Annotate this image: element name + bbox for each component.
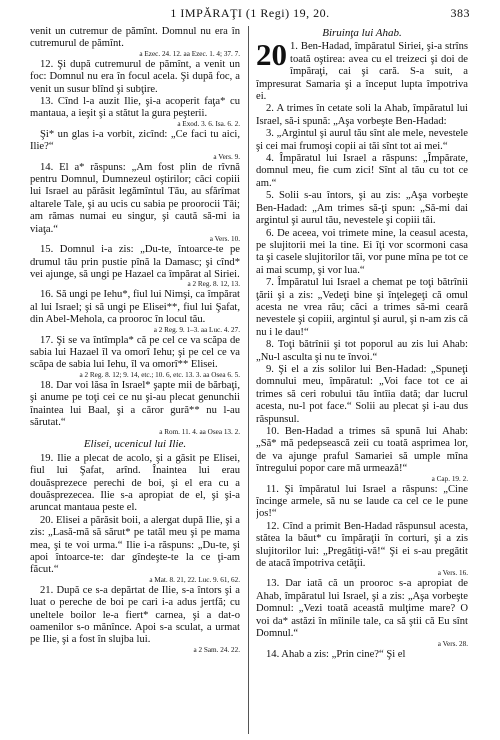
- chapter-heading: Biruinţa lui Ahab.: [322, 27, 402, 39]
- verse-paragraph: 17. Şi se va întîmpla* că pe cel ce va scăpa de sabia lui Hazael îl va omorî Iehu; şi pe cel ce va scăpa de sabia lui Iehu, îl va omorî** Elisei.: [30, 334, 240, 371]
- cross-reference: a 2 Reg. 9. 1–3. aa Luc. 4. 27.: [153, 325, 240, 334]
- cross-reference: a Rom. 11. 4. aa Osea 13. 2.: [159, 428, 240, 437]
- cross-reference: a 2 Sam. 24. 22.: [193, 645, 240, 654]
- cross-reference: a Vers. 16.: [437, 569, 468, 578]
- cross-reference: a Mat. 8. 21, 22. Luc. 9. 61, 62.: [149, 575, 240, 584]
- verse-paragraph: 13. Dar iată că un prooroc s-a apropiat de Ahab, împăratul lui Israel, şi a zis: „Aşa vorbeşte Domnul: „Vezi toată această mulţime mare? O voi da* astăzi în mîinile tale, ca să ştii că Eu sînt Domnul.“: [256, 578, 468, 640]
- cross-reference: a Vers. 9.: [213, 152, 240, 161]
- right-column: [256, 26, 468, 734]
- verse-paragraph: 7. Împăratul lui Israel a chemat pe toţi bătrînii ţării şi a zis: „Vedeţi bine şi înţelegeţi că omul acesta ne vrea rău; căci a trimes să-mi ceară nevestele şi copiii, argintul şi aurul, şi n-am zis că nu i le dau!“: [256, 277, 468, 338]
- verse-paragraph: 14. El a* răspuns: „Am fost plin de rîvnă pentru Domnul, Dumnezeul oştirilor; căci copiii lui Israel au părăsit legămîntul Tău, au sfărîmat altarele Tale, şi au ucis cu sabia pe proorocii Tăi; am rămas numai eu singur, şi caută să-mi ia viaţa.“: [30, 161, 240, 235]
- verse-paragraph: 8. Toţi bătrînii şi tot poporul au zis lui Ahab: „Nu-l asculta şi nu te învoi.“: [256, 339, 468, 363]
- cross-reference: a Vers. 28.: [437, 639, 468, 648]
- left-column: [30, 26, 240, 734]
- column-divider: [248, 26, 249, 734]
- verse-paragraph: 9. Şi el a zis solilor lui Ben-Hadad: „Spuneţi domnului meu, împăratul: „Voi face tot ce ai trimes să ceri robului tău întîia dată; dar lucrul acesta, nu-l pot face.“ Solii au plecat şi i-au dus răspunsul.: [256, 363, 468, 425]
- verse-paragraph: 15. Domnul i-a zis: „Du-te, întoarce-te pe drumul tău prin pustie pînă la Damasc; şi cînd* vei ajunge, să ungi pe Hazael ca împărat al Siriei.: [30, 244, 240, 280]
- verse-paragraph: 13. Cînd l-a auzit Ilie, şi-a acoperit faţa* cu mantaua, a ieşit şi a stătut la gura peşterii.: [30, 96, 240, 120]
- section-heading: Elisei, ucenicul lui Ilie.: [83, 438, 187, 451]
- verse-paragraph: 18. Dar voi lăsa în Israel* şapte mii de bărbaţi, şi anume pe toţi cei ce nu şi-au plecat genunchii înaintea lui Baal, şi a căror gură** nu l-au sărutat.“: [30, 379, 240, 428]
- verse-paragraph: 20. Elisei a părăsit boii, a alergat după Ilie, şi a zis: „Lasă-mă să sărut* pe tatăl meu şi pe mama mea, şi te voi urma.“ Ilie i-a răspuns: „Du-te, şi apoi întoarce-te: dar gîndeşte-te la ce ţi-am făcut.“: [30, 514, 240, 576]
- verse-paragraph: 10. Ben-Hadad a trimes să spună lui Ahab: „Să* mă pedepsească zeii cu toată asprimea lor, de va ajunge praful Samariei să umple mîna întregului popor care mă urmează!“: [256, 426, 468, 475]
- verse-paragraph: 19. Ilie a plecat de acolo, şi a găsit pe Elisei, fiul lui Şafat, arînd. Înaintea lui erau douăsprezece perechi de boi, şi el era cu a douăsprezecea. Ilie s-a apropiat de el, şi şi-a aruncat mantaua peste el.: [30, 452, 240, 514]
- verse-paragraph: 4. Împăratul lui Israel a răspuns: „Împărate, domnul meu, fie cum zici! Sînt al tău cu tot ce am.“: [256, 153, 468, 189]
- cross-reference: a Exod. 3. 6. Isa. 6. 2.: [177, 119, 240, 128]
- cross-reference: a Vers. 10.: [209, 235, 240, 244]
- verse-paragraph: 12. Şi după cutremurul de pămînt, a venit un foc: Domnul nu era în focul acela. Şi după foc, a venit un susur blînd şi subţire.: [30, 58, 240, 95]
- verse-paragraph: 12. Cînd a primit Ben-Hadad răspunsul acesta, stătea la băut* cu împăraţii în corturi, şi a zis slujitorilor lui: „Pregătiţi-vă!“ Şi ei s-au pregătit de atacă împotriva cetăţii.: [256, 520, 468, 570]
- verse-paragraph: 21. După ce s-a depărtat de Ilie, s-a întors şi a luat o pereche de boi pe cari i-a adus jertfă; cu uneltele boilor le-a fiert* carnea, şi a dat-o oamenilor s-o mănînce. Apoi s-a sculat, a urmat pe Ilie, şi a fost în slujba lui.: [30, 584, 240, 646]
- verse-paragraph: 14. Ahab a zis: „Prin cine?“ Şi el: [266, 648, 406, 660]
- verse-paragraph: 2. A trimes în cetate soli la Ahab, împăratul lui Israel, să-i spună: „Aşa vorbeşte Ben-Hadad:: [256, 103, 468, 127]
- verse-paragraph: 3. „Argintul şi aurul tău sînt ale mele, nevestele şi cei mai frumoşi copii ai tăi sînt tot ai mei.“: [256, 128, 468, 152]
- cross-reference: a 2 Reg. 8. 12, 13.: [187, 280, 240, 289]
- verse-paragraph: Şi* un glas i-a vorbit, zicînd: „Ce faci tu aici, Ilie?“: [30, 128, 240, 153]
- verse-paragraph: 11. Şi împăratul lui Israel a răspuns: „Cine încinge armele, să nu se laude ca cel ce le pune jos!“: [256, 483, 468, 520]
- verse-paragraph: venit un cutremur de pămînt. Domnul nu era în cutremurul de pămînt.: [30, 26, 240, 50]
- verse-paragraph: 6. De aceea, voi trimete mine, la ceasul acesta, pe slujitorii mei la tine. Ei îţi vor scormoni casa ta şi casele slujitorilor tăi, vor pune mîna pe tot ce ai mai scump, şi vor lua.“: [256, 227, 468, 276]
- verse-paragraph: [256, 37, 468, 103]
- chapter-number: 20: [256, 37, 287, 73]
- page-number: 383: [450, 6, 470, 20]
- cross-reference: a Cap. 19. 2.: [431, 474, 468, 483]
- verse-paragraph: 5. Solii s-au întors, şi au zis: „Aşa vorbeşte Ben-Hadad: „Am trimes să-ţi spun: „Să-mi dai argintul şi aurul tău, nevestele şi copiii tăi.: [256, 190, 468, 227]
- cross-reference: a 2 Reg. 8. 12; 9. 14, etc.; 10. 6, etc. 13. 3. aa Osea 6. 5.: [79, 370, 240, 379]
- verse-paragraph: 16. Să ungi pe Iehu*, fiul lui Nimşi, ca împărat al lui Israel; şi să ungi pe Elisei**, fiul lui Şafat, din Abel-Mehola, ca prooroc în locul tău.: [30, 289, 240, 326]
- cross-reference: a Ezec. 24. 12. aa Ezec. 1. 4; 37. 7.: [139, 49, 240, 58]
- running-title: 1 IMPĂRAŢI (1 Regi) 19, 20.: [170, 6, 330, 20]
- page-header: [30, 6, 470, 22]
- verse-text: 1. Ben-Hadad, împăratul Siriei, şi-a strîns toată oştirea: avea cu el treizeci şi doi de împăraţi, cai şi cară. S-a suit, a împresurat Samaria şi a început lupta împotriva ei.: [256, 41, 468, 103]
